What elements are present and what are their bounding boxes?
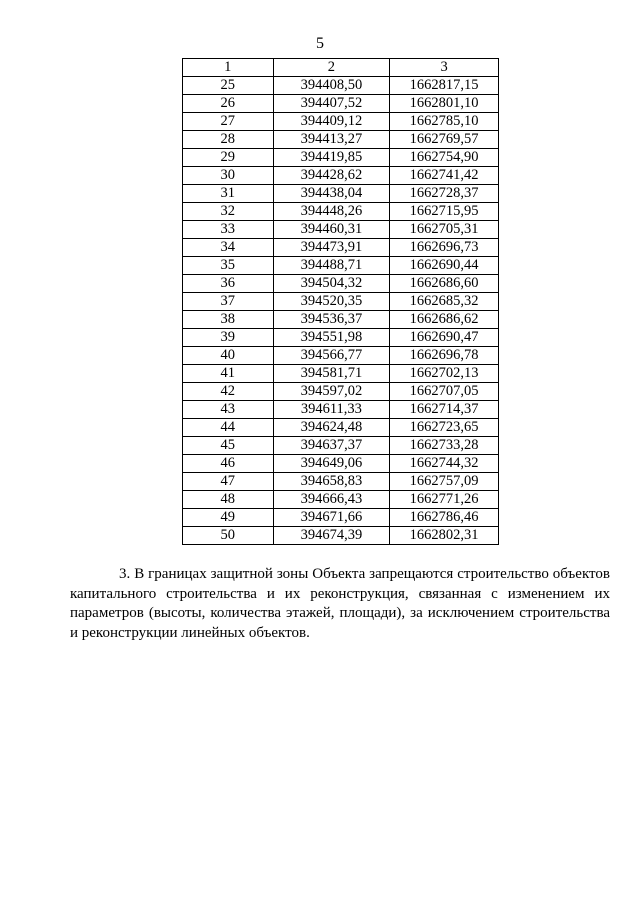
table-row [183, 77, 499, 95]
point-number-cell: 44 [183, 419, 274, 437]
y-coordinate-cell: 1662707,05 [390, 383, 499, 401]
column-header-1: 1 [183, 59, 274, 77]
point-number-cell: 41 [183, 365, 274, 383]
column-header-2: 2 [273, 59, 390, 77]
y-coordinate-cell: 1662757,09 [390, 473, 499, 491]
table-row [183, 203, 499, 221]
point-number-cell: 33 [183, 221, 274, 239]
y-coordinate-cell: 1662686,60 [390, 275, 499, 293]
y-coordinate-cell: 1662741,42 [390, 167, 499, 185]
table-row [183, 491, 499, 509]
x-coordinate-cell: 394438,04 [273, 185, 390, 203]
y-coordinate-cell: 1662714,37 [390, 401, 499, 419]
table-row [183, 437, 499, 455]
table-row [183, 113, 499, 131]
point-number-cell: 40 [183, 347, 274, 365]
restriction-paragraph: 3. В границах защитной зоны Объекта запрещаются строительство объектов капитального строительства и их реконструкция, связанная с изменением их параметров (высоты, количества этажей, площади), за исключением строительства и реконструкции линейных объектов. [70, 566, 610, 641]
point-number-cell: 39 [183, 329, 274, 347]
point-number-cell: 25 [183, 77, 274, 95]
y-coordinate-cell: 1662702,13 [390, 365, 499, 383]
x-coordinate-cell: 394637,37 [273, 437, 390, 455]
y-coordinate-cell: 1662733,28 [390, 437, 499, 455]
y-coordinate-cell: 1662754,90 [390, 149, 499, 167]
point-number-cell: 34 [183, 239, 274, 257]
y-coordinate-cell: 1662696,78 [390, 347, 499, 365]
y-coordinate-cell: 1662817,15 [390, 77, 499, 95]
y-coordinate-cell: 1662690,47 [390, 329, 499, 347]
table-row [183, 401, 499, 419]
x-coordinate-cell: 394597,02 [273, 383, 390, 401]
point-number-cell: 28 [183, 131, 274, 149]
table-row [183, 365, 499, 383]
y-coordinate-cell: 1662723,65 [390, 419, 499, 437]
coordinates-table [182, 58, 499, 545]
table-row [183, 275, 499, 293]
y-coordinate-cell: 1662771,26 [390, 491, 499, 509]
x-coordinate-cell: 394671,66 [273, 509, 390, 527]
table-row [183, 185, 499, 203]
x-coordinate-cell: 394674,39 [273, 527, 390, 545]
point-number-cell: 43 [183, 401, 274, 419]
point-number-cell: 26 [183, 95, 274, 113]
x-coordinate-cell: 394409,12 [273, 113, 390, 131]
point-number-cell: 36 [183, 275, 274, 293]
x-coordinate-cell: 394408,50 [273, 77, 390, 95]
y-coordinate-cell: 1662744,32 [390, 455, 499, 473]
table-row [183, 473, 499, 491]
table-row [183, 221, 499, 239]
table-row [183, 329, 499, 347]
y-coordinate-cell: 1662769,57 [390, 131, 499, 149]
table-row [183, 95, 499, 113]
y-coordinate-cell: 1662728,37 [390, 185, 499, 203]
x-coordinate-cell: 394460,31 [273, 221, 390, 239]
x-coordinate-cell: 394649,06 [273, 455, 390, 473]
point-number-cell: 35 [183, 257, 274, 275]
x-coordinate-cell: 394504,32 [273, 275, 390, 293]
table-row [183, 311, 499, 329]
x-coordinate-cell: 394419,85 [273, 149, 390, 167]
point-number-cell: 48 [183, 491, 274, 509]
table-row [183, 419, 499, 437]
x-coordinate-cell: 394413,27 [273, 131, 390, 149]
x-coordinate-cell: 394658,83 [273, 473, 390, 491]
y-coordinate-cell: 1662715,95 [390, 203, 499, 221]
y-coordinate-cell: 1662785,10 [390, 113, 499, 131]
point-number-cell: 50 [183, 527, 274, 545]
y-coordinate-cell: 1662705,31 [390, 221, 499, 239]
x-coordinate-cell: 394407,52 [273, 95, 390, 113]
table-row [183, 509, 499, 527]
point-number-cell: 47 [183, 473, 274, 491]
table-row [183, 383, 499, 401]
point-number-cell: 31 [183, 185, 274, 203]
point-number-cell: 42 [183, 383, 274, 401]
y-coordinate-cell: 1662690,44 [390, 257, 499, 275]
y-coordinate-cell: 1662802,31 [390, 527, 499, 545]
table-row [183, 293, 499, 311]
point-number-cell: 32 [183, 203, 274, 221]
table-row [183, 149, 499, 167]
column-header-3: 3 [390, 59, 499, 77]
table-row [183, 239, 499, 257]
x-coordinate-cell: 394488,71 [273, 257, 390, 275]
y-coordinate-cell: 1662696,73 [390, 239, 499, 257]
table-row [183, 347, 499, 365]
x-coordinate-cell: 394551,98 [273, 329, 390, 347]
table-row [183, 257, 499, 275]
table-body [183, 77, 499, 545]
point-number-cell: 38 [183, 311, 274, 329]
x-coordinate-cell: 394611,33 [273, 401, 390, 419]
point-number-cell: 29 [183, 149, 274, 167]
table-header-row [183, 59, 499, 77]
point-number-cell: 37 [183, 293, 274, 311]
table-row [183, 167, 499, 185]
x-coordinate-cell: 394581,71 [273, 365, 390, 383]
point-number-cell: 30 [183, 167, 274, 185]
x-coordinate-cell: 394473,91 [273, 239, 390, 257]
y-coordinate-cell: 1662801,10 [390, 95, 499, 113]
table-row [183, 527, 499, 545]
x-coordinate-cell: 394520,35 [273, 293, 390, 311]
y-coordinate-cell: 1662786,46 [390, 509, 499, 527]
point-number-cell: 49 [183, 509, 274, 527]
point-number-cell: 27 [183, 113, 274, 131]
x-coordinate-cell: 394448,26 [273, 203, 390, 221]
x-coordinate-cell: 394566,77 [273, 347, 390, 365]
y-coordinate-cell: 1662685,32 [390, 293, 499, 311]
x-coordinate-cell: 394536,37 [273, 311, 390, 329]
x-coordinate-cell: 394624,48 [273, 419, 390, 437]
table-row [183, 455, 499, 473]
table-row [183, 131, 499, 149]
page-number: 5 [316, 35, 324, 52]
y-coordinate-cell: 1662686,62 [390, 311, 499, 329]
point-number-cell: 46 [183, 455, 274, 473]
point-number-cell: 45 [183, 437, 274, 455]
x-coordinate-cell: 394428,62 [273, 167, 390, 185]
x-coordinate-cell: 394666,43 [273, 491, 390, 509]
